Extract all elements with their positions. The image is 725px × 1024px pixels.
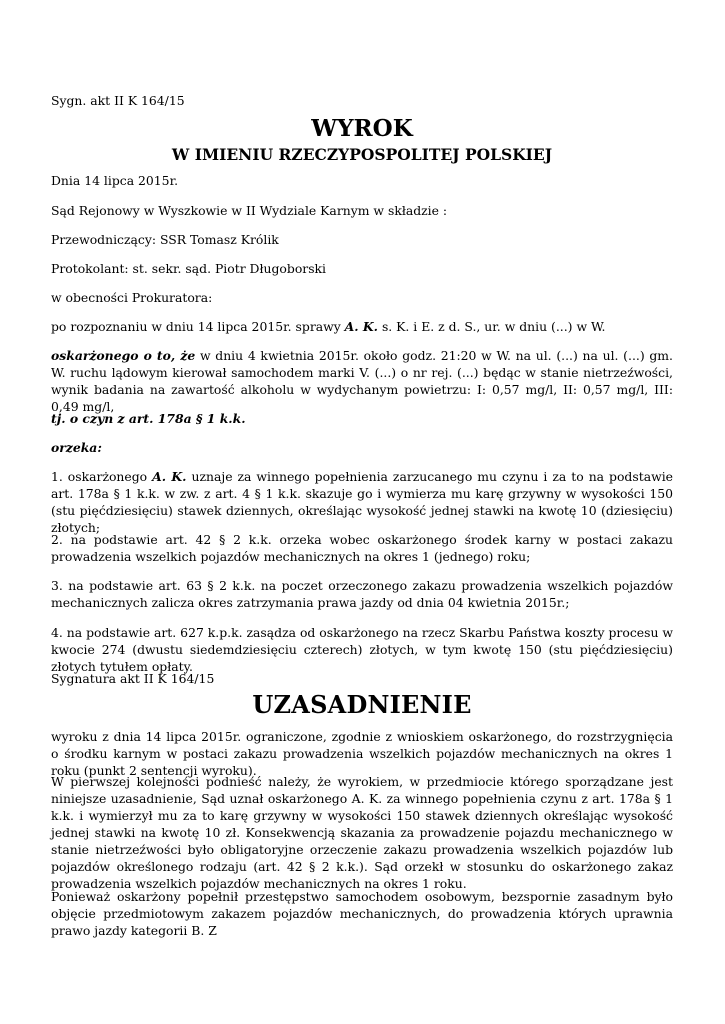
rules-heading: orzeka:: [51, 440, 102, 455]
verdict-title: WYROK: [311, 115, 413, 142]
item1-prefix: 1. oskarżonego: [51, 469, 153, 484]
justification-paragraph-2: W pierwszej kolejności podnieść należy, że wyrokiem, w przedmiocie którego sporządzane jest niniejsze uzasadnienie, Sąd uznał oskarżonego A. K. za winnego popełnienia czynu z art. 178a § 1 k.k. i wymierzył mu za to karę grzywny w wysokości 150 stawek dziennych określając wysokość jednej stawki na kwotę 10 zł. Konsekwencją skazania za prowadzenie pojazdu mechanicznego w stanie nietrzeźwości było obligatoryjne orzeczenie zakazu prowadzenia wszelkich pojazdów lub pojazdów określonego rodzaju (art. 42 § 2 k.k.). Sąd orzekł w stosunku do oskarżonego zakaz prowadzenia wszelkich pojazdów mechanicznych na okres 1 roku.: [51, 774, 673, 891]
presiding-judge: Przewodniczący: SSR Tomasz Królik: [51, 232, 279, 247]
item1-text: uznaje za winnego popełnienia zarzucanego mu czynu i za to na podstawie art. 178a § 1 k.k. w zw. z art. 4 § 1 k.k. skazuje go i wymierza mu karę grzywny w wysokości 150 (stu pięćdziesięciu) stawek dziennych, określając wysokość jednej stawki na kwotę 10 (dziesięciu) złotych;: [51, 469, 673, 535]
charge-text: w dniu 4 kwietnia 2015r. około godz. 21:20 w W. na ul. (...) na ul. (...) gm. W. ruchu lądowym kierował samochodem marki V. (...) o nr rej. (...) będąc w stanie nietrzeźwości, wynik badania na zawartość alkoholu w wydychanym powietrzu: I: 0,57 mg/l, II: 0,57 mg/l, III: 0,49 mg/l,: [51, 348, 673, 414]
ruling-item-2: 2. na podstawie art. 42 § 2 k.k. orzeka wobec oskarżonego środek karny w postaci zakazu prowadzenia wszelkich pojazdów mechanicznych na okres 1 (jednego) roku;: [51, 532, 673, 564]
item1-name: A. K.: [152, 469, 187, 484]
justification-paragraph-1: wyroku z dnia 14 lipca 2015r. ograniczone, zgodnie z wnioskiem oskarżonego, do rozstrzygnięcia o środku karnym w postaci zakazu prowadzenia wszelkich pojazdów mechanicznych na okres 1 roku (punkt 2 sentencji wyroku).: [51, 729, 673, 778]
justification-paragraph-3: Ponieważ oskarżony popełnił przestępstwo samochodem osobowym, bezspornie zasadnym było objęcie przedmiotowym zakazem pojazdów mechanicznych, do prowadzenia których uprawnia prawo jazdy kategorii B. Z: [51, 889, 673, 938]
ruling-item-4: 4. na podstawie art. 627 k.p.k. zasądza od oskarżonego na rzecz Skarbu Państwa koszty procesu w kwocie 274 (dwustu siedemdziesięciu czterech) złotych, w tym kwotę 150 (stu pięćdziesięciu) złotych tytułem opłaty.: [51, 625, 673, 674]
court-clerk: Protokolant: st. sekr. sąd. Piotr Długoborski: [51, 261, 327, 276]
justification-title: UZASADNIENIE: [252, 690, 472, 719]
charge-lead: oskarżonego o to, że: [51, 348, 196, 363]
justification-signature: Sygnatura akt II K 164/15: [51, 671, 215, 686]
case-line: [51, 318, 673, 335]
prosecutor-presence: w obecności Prokuratora:: [51, 290, 213, 305]
verdict-subtitle: W IMIENIU RZECZYPOSPOLITEJ POLSKIEJ: [171, 145, 553, 164]
charge-paragraph: [51, 347, 673, 415]
case-signature: Sygn. akt II K 164/15: [51, 93, 185, 108]
statute-line: tj. o czyn z art. 178a § 1 k.k.: [51, 411, 246, 426]
ruling-item-1: [51, 468, 673, 536]
ruling-item-3: 3. na podstawie art. 63 § 2 k.k. na poczet orzeczonego zakazu prowadzenia wszelkich pojazdów mechanicznych zalicza okres zatrzymania prawa jazdy od dnia 04 kwietnia 2015r.;: [51, 578, 673, 610]
court-composition: Sąd Rejonowy w Wyszkowie w II Wydziale Karnym w składzie :: [51, 203, 448, 218]
defendant-name: A. K.: [344, 319, 378, 334]
verdict-date: Dnia 14 lipca 2015r.: [51, 173, 179, 188]
case-suffix: s. K. i E. z d. S., ur. w dniu (...) w W.: [378, 319, 606, 334]
case-prefix: po rozpoznaniu w dniu 14 lipca 2015r. sprawy: [51, 319, 345, 334]
